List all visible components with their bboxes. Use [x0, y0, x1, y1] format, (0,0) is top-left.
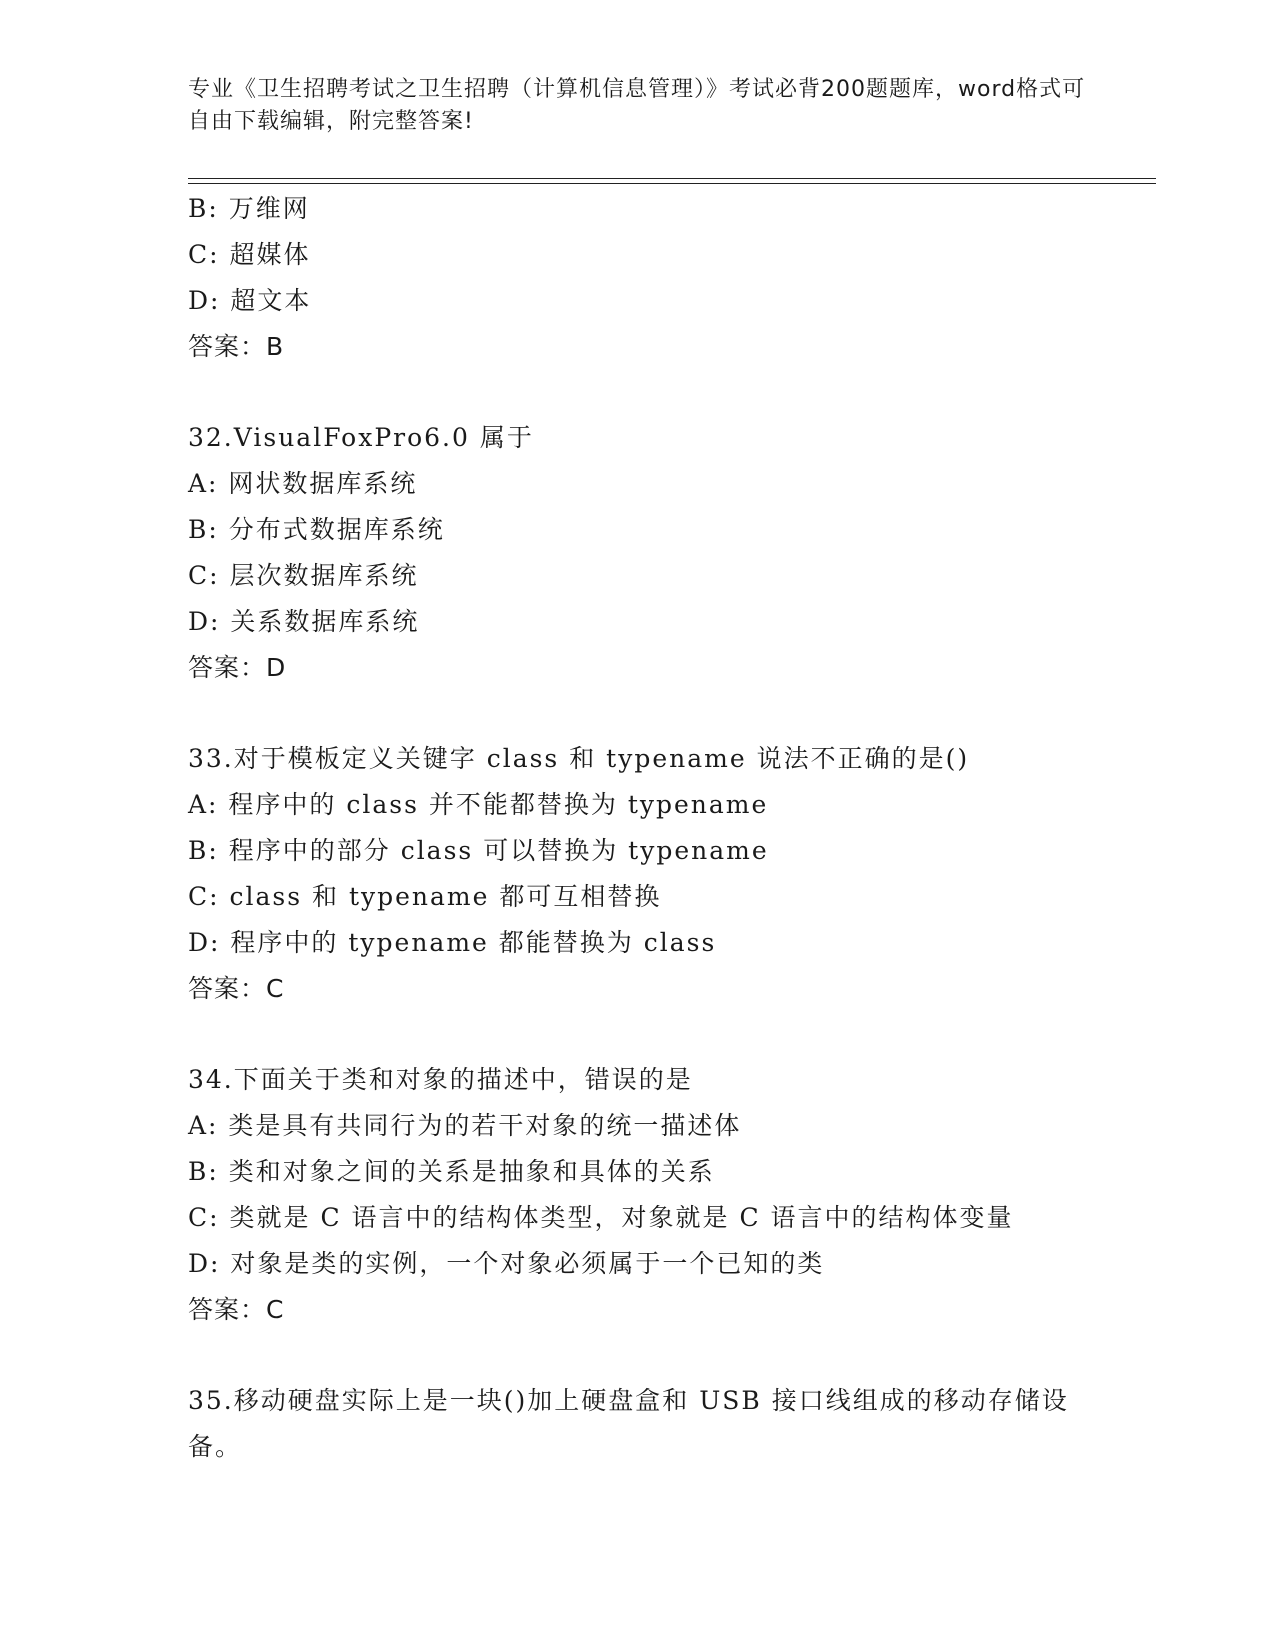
answer: 答案：D — [188, 653, 287, 682]
option-d: D: 超文本 — [188, 286, 312, 315]
option-b: B: 分布式数据库系统 — [188, 515, 445, 544]
option-a: A: 类是具有共同行为的若干对象的统一描述体 — [188, 1111, 742, 1140]
option-c: C: 层次数据库系统 — [188, 561, 419, 590]
header-rule-top — [188, 178, 1156, 179]
option-c: C: class 和 typename 都可互相替换 — [188, 882, 662, 911]
question-text: 32.VisualFoxPro6.0 属于 — [188, 423, 534, 452]
option-a: A: 程序中的 class 并不能都替换为 typename — [188, 790, 769, 819]
option-b: B: 程序中的部分 class 可以替换为 typename — [188, 836, 769, 865]
option-d: D: 程序中的 typename 都能替换为 class — [188, 928, 717, 957]
option-a: A: 网状数据库系统 — [188, 469, 418, 498]
option-c: C: 超媒体 — [188, 240, 311, 269]
header-rule-bottom — [188, 183, 1156, 184]
option-c: C: 类就是 C 语言中的结构体类型，对象就是 C 语言中的结构体变量 — [188, 1203, 1014, 1232]
option-d: D: 对象是类的实例，一个对象必须属于一个已知的类 — [188, 1249, 825, 1278]
question-text: 33.对于模板定义关键字 class 和 typename 说法不正确的是() — [188, 744, 970, 773]
option-b: B: 类和对象之间的关系是抽象和具体的关系 — [188, 1157, 715, 1186]
question-text: 35.移动硬盘实际上是一块()加上硬盘盒和 USB 接口线组成的移动存储设备。 — [188, 1386, 1069, 1461]
question-32 — [188, 415, 1148, 691]
option-d: D: 关系数据库系统 — [188, 607, 420, 636]
page-header: 专业《卫生招聘考试之卫生招聘（计算机信息管理）》考试必背200题题库，word格式可自由下载编辑，附完整答案! — [188, 77, 1086, 134]
question-33 — [188, 736, 1148, 1012]
question-34 — [188, 1057, 1148, 1333]
question-31-tail — [188, 186, 1148, 370]
question-list — [188, 186, 1148, 1470]
answer: 答案：C — [188, 974, 285, 1003]
option-b: B: 万维网 — [188, 194, 310, 223]
question-text: 34.下面关于类和对象的描述中，错误的是 — [188, 1065, 693, 1094]
answer: 答案：B — [188, 332, 285, 361]
question-35 — [188, 1378, 1148, 1470]
answer: 答案：C — [188, 1295, 285, 1324]
